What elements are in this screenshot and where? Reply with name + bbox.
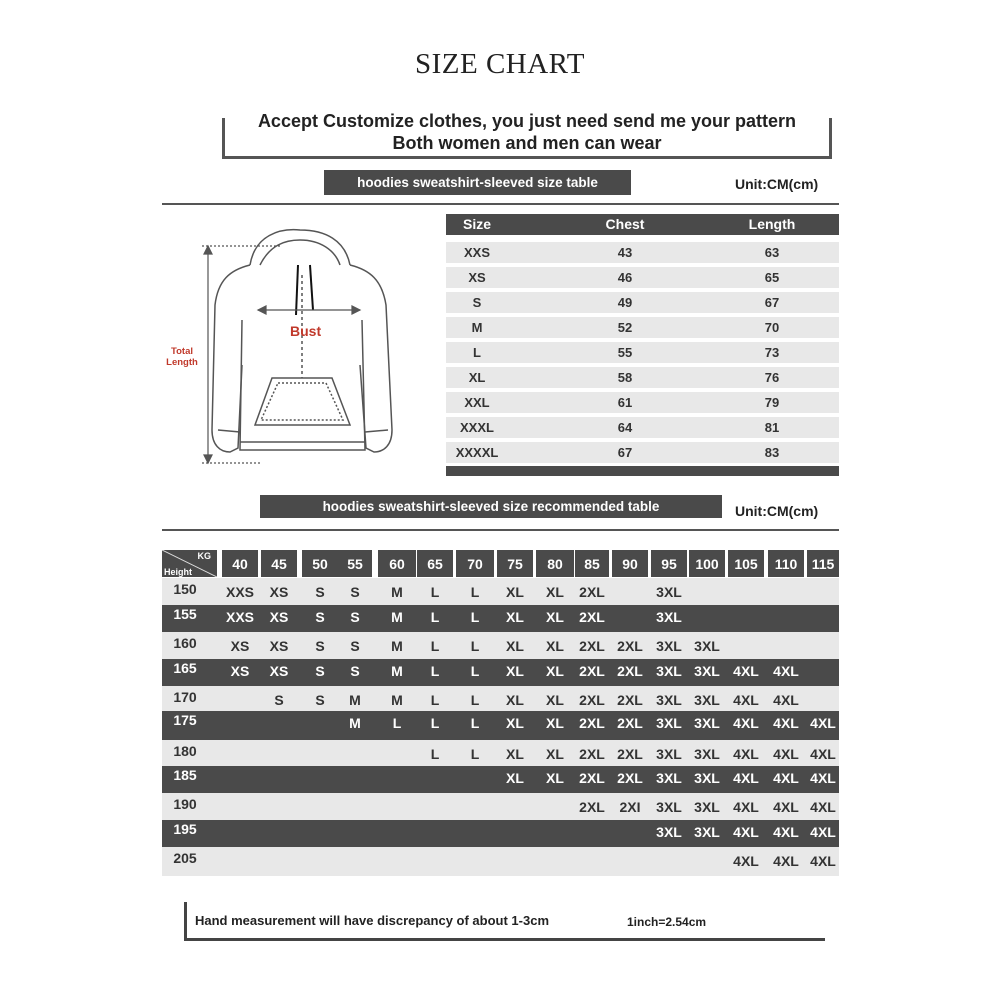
recommend-size-cell: 2XL (579, 715, 605, 731)
recommend-size-cell: 4XL (733, 770, 759, 786)
promo-line-1: Accept Customize clothes, you just need send me your pattern (257, 111, 797, 131)
recommend-size-cell: L (470, 746, 480, 762)
footer-conversion: 1inch=2.54cm (627, 915, 707, 929)
recommend-size-cell: 3XL (656, 609, 682, 625)
recommend-size-cell: XXS (225, 609, 254, 625)
weight-header-cell: 100 (689, 550, 725, 577)
recommend-size-cell: S (350, 609, 360, 625)
height-cell: 195 (173, 821, 197, 837)
footer-note: Hand measurement will have discrepancy of about 1-3cm (195, 913, 550, 928)
size-table-chest-cell: 67 (617, 445, 633, 460)
recommend-size-cell: 2XL (579, 799, 605, 815)
recommend-size-cell: 2XL (617, 770, 643, 786)
size-table-chest-cell: 43 (617, 245, 633, 260)
size-table-size-cell: XXXL (460, 420, 494, 435)
size-table-size-cell: XL (468, 370, 486, 385)
recommend-size-cell: 3XL (694, 663, 720, 679)
weight-header-cell: 95 (651, 550, 687, 577)
recommend-size-cell: 4XL (733, 746, 759, 762)
recommend-size-cell: 3XL (656, 584, 682, 600)
weight-header-cell: 90 (612, 550, 648, 577)
recommend-size-cell: 3XL (694, 770, 720, 786)
recommend-size-cell: XL (506, 770, 524, 786)
recommend-size-cell: 3XL (656, 663, 682, 679)
recommend-size-cell: L (430, 715, 440, 731)
size-table-chest-cell: 52 (617, 320, 633, 335)
height-cell: 150 (173, 581, 197, 597)
size-table-chest-cell: 64 (617, 420, 633, 435)
recommend-size-cell: M (391, 638, 403, 654)
recommend-table-unit: Unit:CM(cm) (735, 503, 819, 519)
recommend-size-cell: 2XL (579, 663, 605, 679)
recommend-size-cell: 3XL (656, 692, 682, 708)
recommend-size-cell: 3XL (694, 715, 720, 731)
recommend-size-cell: 3XL (656, 799, 682, 815)
recommend-size-cell: 3XL (694, 824, 720, 840)
recommend-size-cell: S (315, 609, 325, 625)
size-table-length-cell: 63 (764, 245, 780, 260)
size-table-length-cell: 73 (764, 345, 780, 360)
weight-header-cell: 75 (497, 550, 533, 577)
recommend-size-cell: 2XL (617, 692, 643, 708)
recommend-size-cell: 3XL (656, 824, 682, 840)
divider-rule (162, 529, 839, 531)
recommend-size-cell: 4XL (773, 799, 799, 815)
recommend-size-cell: 4XL (810, 715, 836, 731)
weight-header-cell: 115 (807, 550, 839, 577)
recommend-size-cell: 2XL (579, 584, 605, 600)
recommend-size-cell: XL (506, 692, 524, 708)
recommend-size-cell: S (315, 663, 325, 679)
size-table-header-cell: Size (462, 216, 491, 232)
height-cell: 175 (173, 712, 197, 728)
recommend-size-cell: L (470, 692, 480, 708)
weight-header-cell: 50 (302, 550, 338, 577)
weight-header-cell: 85 (575, 550, 609, 577)
recommend-size-cell: L (430, 746, 440, 762)
recommend-size-cell: 4XL (733, 799, 759, 815)
recommend-table-banner: hoodies sweatshirt-sleeved size recommended table (260, 495, 722, 518)
size-table-chest-cell: 58 (617, 370, 633, 385)
recommend-size-cell: L (470, 584, 480, 600)
promo-line-2: Both women and men can wear (392, 133, 662, 153)
recommend-size-cell: S (315, 638, 325, 654)
height-cell: 155 (173, 606, 197, 622)
corner-height: Height (164, 567, 192, 577)
recommend-size-cell: XL (506, 663, 524, 679)
recommend-size-cell: 4XL (733, 663, 759, 679)
weight-header-cell: 65 (417, 550, 453, 577)
recommend-size-cell: L (470, 638, 480, 654)
recommend-size-cell: 3XL (694, 746, 720, 762)
recommend-size-cell: S (350, 638, 360, 654)
recommend-size-cell: 3XL (694, 692, 720, 708)
size-table-chest-cell: 55 (617, 345, 633, 360)
recommend-size-cell: XL (506, 746, 524, 762)
recommend-size-cell: 4XL (773, 853, 799, 869)
recommend-size-cell: 2XL (617, 746, 643, 762)
recommend-size-cell: S (350, 584, 360, 600)
recommend-size-cell: 4XL (773, 770, 799, 786)
height-cell: 165 (173, 660, 197, 676)
weight-header-cell: 105 (728, 550, 764, 577)
size-table-size-cell: XXXXL (455, 445, 499, 460)
weight-header-cell: 40 (222, 550, 258, 577)
recommend-size-cell: 4XL (773, 746, 799, 762)
recommend-size-cell: M (349, 715, 361, 731)
recommend-size-cell: S (315, 692, 325, 708)
recommend-size-cell: 4XL (733, 692, 759, 708)
size-table-length-cell: 81 (764, 420, 780, 435)
size-table-length-cell: 65 (764, 270, 780, 285)
recommend-size-cell: XL (546, 638, 564, 654)
recommend-size-cell: XS (230, 638, 250, 654)
recommend-size-cell: 4XL (810, 853, 836, 869)
recommend-size-cell: 4XL (810, 746, 836, 762)
bust-label: Bust (290, 323, 322, 339)
recommend-size-cell: XL (546, 746, 564, 762)
hoodie-figure (160, 220, 430, 470)
total-length-line-2: Length (166, 357, 198, 368)
recommend-size-cell: L (470, 609, 480, 625)
recommend-size-cell: 3XL (656, 715, 682, 731)
recommend-size-cell: 2XL (579, 609, 605, 625)
recommend-size-cell: 3XL (656, 746, 682, 762)
recommend-size-cell: XL (546, 770, 564, 786)
recommend-size-cell: XS (269, 584, 289, 600)
recommend-size-cell: XXS (225, 584, 254, 600)
recommend-size-cell: 2XL (617, 663, 643, 679)
recommend-size-cell: 2XL (617, 715, 643, 731)
size-table-chest-cell: 46 (617, 270, 633, 285)
recommend-size-cell: L (470, 663, 480, 679)
height-cell: 185 (173, 767, 197, 783)
size-table-size-cell: L (473, 345, 481, 360)
size-table-size-cell: XXS (463, 245, 490, 260)
recommend-size-cell: 2XL (579, 638, 605, 654)
recommend-size-cell: XL (506, 584, 524, 600)
recommend-size-cell: 4XL (810, 824, 836, 840)
recommend-size-cell: M (391, 584, 403, 600)
size-table-header-cell: Length (748, 216, 796, 232)
recommend-size-cell: S (274, 692, 284, 708)
recommend-size-cell: L (430, 663, 440, 679)
recommend-size-cell: 3XL (656, 770, 682, 786)
corner-kg: KG (197, 551, 211, 561)
size-table-size-cell: M (471, 320, 483, 335)
weight-header-cell: 60 (378, 550, 416, 577)
recommend-size-cell: XS (269, 638, 289, 654)
size-table-length-cell: 76 (764, 370, 780, 385)
size-table-length-cell: 79 (764, 395, 780, 410)
recommend-size-cell: 3XL (656, 638, 682, 654)
size-table-unit: Unit:CM(cm) (735, 176, 819, 192)
recommend-size-cell: M (349, 692, 361, 708)
recommend-size-cell: 4XL (773, 663, 799, 679)
height-cell: 180 (173, 743, 197, 759)
total-length-line-1: Total (171, 346, 193, 357)
recommend-size-cell: 4XL (733, 853, 759, 869)
recommend-size-cell: L (430, 692, 440, 708)
size-table-size-cell: XS (468, 270, 486, 285)
size-table-size-cell: S (472, 295, 482, 310)
recommend-size-cell: 4XL (810, 770, 836, 786)
size-table-chest-cell: 61 (617, 395, 633, 410)
size-table-header-cell: Chest (605, 216, 645, 232)
recommend-size-cell: S (315, 584, 325, 600)
recommend-size-cell: 3XL (694, 799, 720, 815)
recommend-size-cell: 2XL (579, 746, 605, 762)
divider-rule (162, 203, 839, 205)
recommend-size-cell: XL (546, 663, 564, 679)
weight-header-cell: 110 (768, 550, 804, 577)
recommend-size-cell: L (392, 715, 402, 731)
weight-header-cell: 80 (536, 550, 574, 577)
recommend-size-cell: S (350, 663, 360, 679)
corner-cell (162, 550, 217, 577)
recommend-size-cell: 4XL (773, 824, 799, 840)
recommend-size-cell: XL (546, 692, 564, 708)
recommend-size-cell: XS (269, 663, 289, 679)
height-cell: 190 (173, 796, 197, 812)
total-length-label (160, 346, 204, 368)
recommend-size-cell: 4XL (810, 799, 836, 815)
recommend-size-cell: XL (546, 715, 564, 731)
recommend-size-cell: M (391, 609, 403, 625)
recommend-size-cell: 2XL (579, 692, 605, 708)
recommend-size-cell: L (430, 584, 440, 600)
weight-header-cell: 45 (261, 550, 297, 577)
recommend-size-cell: XL (506, 715, 524, 731)
recommend-size-cell: 4XL (733, 824, 759, 840)
recommend-size-cell: L (430, 638, 440, 654)
recommend-size-cell: XL (546, 584, 564, 600)
size-table-chest-cell: 49 (617, 295, 633, 310)
recommend-size-cell: 2XI (619, 799, 641, 815)
size-table-banner: hoodies sweatshirt-sleeved size table (324, 170, 631, 195)
height-cell: 205 (173, 850, 197, 866)
weight-header-cell: 70 (456, 550, 494, 577)
recommend-size-cell: XL (546, 609, 564, 625)
page-title: SIZE CHART (414, 48, 585, 80)
size-table-length-cell: 83 (764, 445, 780, 460)
recommend-size-cell: XS (230, 663, 250, 679)
recommend-size-cell: 4XL (773, 715, 799, 731)
recommend-size-cell: XS (269, 609, 289, 625)
recommend-size-cell: 4XL (773, 692, 799, 708)
recommend-size-cell: M (391, 692, 403, 708)
recommend-size-cell: XL (506, 638, 524, 654)
height-cell: 160 (173, 635, 197, 651)
recommend-size-cell: 4XL (733, 715, 759, 731)
recommend-size-cell: 3XL (694, 638, 720, 654)
recommend-size-cell: XL (506, 609, 524, 625)
size-table-length-cell: 67 (764, 295, 780, 310)
size-table-size-cell: XXL (464, 395, 490, 410)
recommend-size-cell: 2XL (617, 638, 643, 654)
recommend-size-cell: L (470, 715, 480, 731)
recommend-size-cell: L (430, 609, 440, 625)
recommend-size-cell: M (391, 663, 403, 679)
size-table-footer-bar (446, 466, 839, 476)
recommend-size-cell: 2XL (579, 770, 605, 786)
weight-header-cell: 55 (338, 550, 372, 577)
size-table-length-cell: 70 (764, 320, 780, 335)
height-cell: 170 (173, 689, 197, 705)
